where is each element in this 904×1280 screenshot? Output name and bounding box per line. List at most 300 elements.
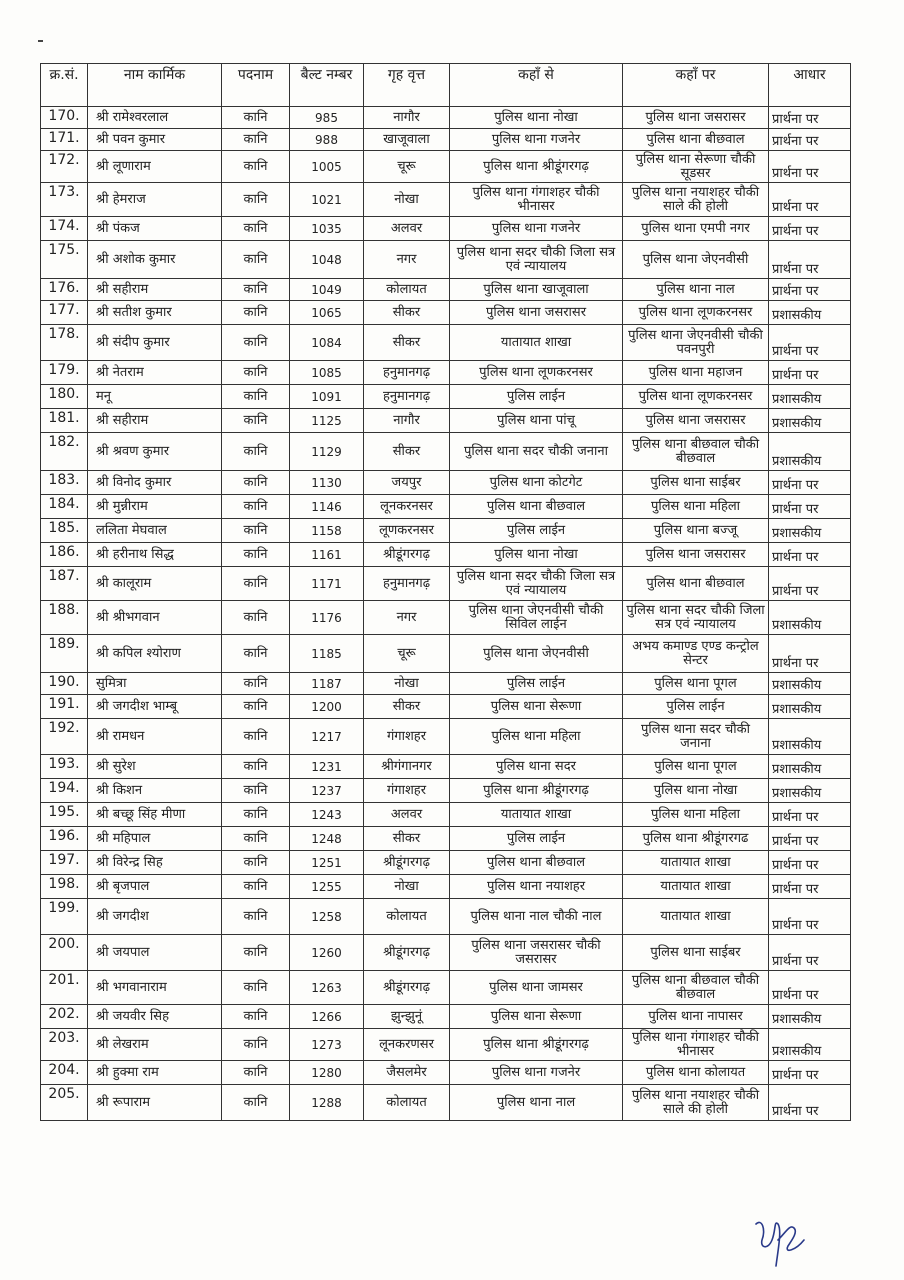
from-cell: पुलिस थाना श्रीडूंगरगढ़ xyxy=(450,151,623,183)
to-cell: पुलिस थाना जसरासर xyxy=(623,107,769,129)
basis-cell: प्रार्थना पर xyxy=(769,635,851,673)
home-circle-cell: श्रीडूंगरगढ़ xyxy=(364,935,450,971)
page-mark xyxy=(38,40,43,42)
from-cell: पुलिस थाना सदर चौकी जिला सत्र एवं न्यायालय xyxy=(450,567,623,601)
serial-cell: 180. xyxy=(41,385,88,409)
from-cell: पुलिस थाना सेरूणा xyxy=(450,695,623,719)
table-row xyxy=(41,601,851,635)
table-row xyxy=(41,1061,851,1085)
basis-cell: प्रार्थना पर xyxy=(769,971,851,1005)
to-cell: पुलिस थाना नयाशहर चौकी साले की होली xyxy=(623,1085,769,1121)
serial-cell: 186. xyxy=(41,543,88,567)
belt-number-cell: 1065 xyxy=(290,301,364,325)
name-cell: श्री श्रवण कुमार xyxy=(88,433,222,471)
table-row xyxy=(41,301,851,325)
serial-cell: 205. xyxy=(41,1085,88,1121)
table-row xyxy=(41,779,851,803)
from-cell: पुलिस थाना लूणकरनसर xyxy=(450,361,623,385)
belt-number-cell: 1237 xyxy=(290,779,364,803)
home-circle-cell: सीकर xyxy=(364,325,450,361)
to-cell: पुलिस थाना बीछवाल चौकी बीछवाल xyxy=(623,971,769,1005)
from-cell: पुलिस थाना जसरासर चौकी जसरासर xyxy=(450,935,623,971)
serial-cell: 190. xyxy=(41,673,88,695)
home-circle-cell: लूनकरणसर xyxy=(364,1029,450,1061)
belt-number-cell: 1258 xyxy=(290,899,364,935)
table-row xyxy=(41,433,851,471)
home-circle-cell: जैसलमेर xyxy=(364,1061,450,1085)
to-cell: पुलिस थाना महिला xyxy=(623,495,769,519)
to-cell: यातायात शाखा xyxy=(623,851,769,875)
from-cell: पुलिस थाना नोखा xyxy=(450,543,623,567)
basis-cell: प्रशासकीय xyxy=(769,519,851,543)
table-row xyxy=(41,241,851,279)
table-body xyxy=(41,107,851,1121)
serial-cell: 202. xyxy=(41,1005,88,1029)
serial-cell: 191. xyxy=(41,695,88,719)
name-cell: श्री लेखराम xyxy=(88,1029,222,1061)
serial-cell: 199. xyxy=(41,899,88,935)
basis-cell: प्रशासकीय xyxy=(769,673,851,695)
from-cell: पुलिस थाना सदर xyxy=(450,755,623,779)
name-cell: श्री रामेश्वरलाल xyxy=(88,107,222,129)
belt-number-cell: 988 xyxy=(290,129,364,151)
name-cell: मनू xyxy=(88,385,222,409)
basis-cell: प्रार्थना पर xyxy=(769,217,851,241)
table-row xyxy=(41,1005,851,1029)
from-cell: पुलिस थाना सदर चौकी जनाना xyxy=(450,433,623,471)
to-cell: पुलिस थाना बीछवाल चौकी बीछवाल xyxy=(623,433,769,471)
to-cell: पुलिस थाना जसरासर xyxy=(623,409,769,433)
to-cell: पुलिस थाना नोखा xyxy=(623,779,769,803)
serial-cell: 187. xyxy=(41,567,88,601)
name-cell: ललिता मेघवाल xyxy=(88,519,222,543)
designation-cell: कानि xyxy=(222,1029,290,1061)
header-belt-number: बैल्ट नम्बर xyxy=(290,64,364,107)
to-cell: यातायात शाखा xyxy=(623,875,769,899)
home-circle-cell: नागौर xyxy=(364,409,450,433)
basis-cell: प्रार्थना पर xyxy=(769,1061,851,1085)
to-cell: पुलिस थाना सदर चौकी जिला सत्र एवं न्यायालय xyxy=(623,601,769,635)
serial-cell: 170. xyxy=(41,107,88,129)
from-cell: पुलिस थाना नोखा xyxy=(450,107,623,129)
belt-number-cell: 1273 xyxy=(290,1029,364,1061)
table-row xyxy=(41,875,851,899)
designation-cell: कानि xyxy=(222,495,290,519)
serial-cell: 195. xyxy=(41,803,88,827)
belt-number-cell: 1200 xyxy=(290,695,364,719)
from-cell: पुलिस थाना नाल xyxy=(450,1085,623,1121)
serial-cell: 182. xyxy=(41,433,88,471)
basis-cell: प्रशासकीय xyxy=(769,409,851,433)
from-cell: पुलिस थाना श्रीडूंगरगढ़ xyxy=(450,1029,623,1061)
basis-cell: प्रार्थना पर xyxy=(769,935,851,971)
header-name: नाम कार्मिक xyxy=(88,64,222,107)
to-cell: पुलिस थाना कोलायत xyxy=(623,1061,769,1085)
designation-cell: कानि xyxy=(222,301,290,325)
table-row xyxy=(41,719,851,755)
basis-cell: प्रार्थना पर xyxy=(769,1085,851,1121)
to-cell: पुलिस थाना श्रीडूंगरगढ xyxy=(623,827,769,851)
table-row xyxy=(41,1029,851,1061)
designation-cell: कानि xyxy=(222,601,290,635)
to-cell: पुलिस थाना एमपी नगर xyxy=(623,217,769,241)
home-circle-cell: गंगाशहर xyxy=(364,779,450,803)
belt-number-cell: 1049 xyxy=(290,279,364,301)
designation-cell: कानि xyxy=(222,719,290,755)
serial-cell: 194. xyxy=(41,779,88,803)
basis-cell: प्रशासकीय xyxy=(769,433,851,471)
designation-cell: कानि xyxy=(222,519,290,543)
basis-cell: प्रशासकीय xyxy=(769,301,851,325)
designation-cell: कानि xyxy=(222,1061,290,1085)
table-row xyxy=(41,971,851,1005)
basis-cell: प्रार्थना पर xyxy=(769,183,851,217)
designation-cell: कानि xyxy=(222,385,290,409)
home-circle-cell: चूरू xyxy=(364,635,450,673)
belt-number-cell: 1176 xyxy=(290,601,364,635)
belt-number-cell: 1021 xyxy=(290,183,364,217)
belt-number-cell: 1161 xyxy=(290,543,364,567)
name-cell: श्री कालूराम xyxy=(88,567,222,601)
name-cell: श्री जयपाल xyxy=(88,935,222,971)
designation-cell: कानि xyxy=(222,543,290,567)
basis-cell: प्रार्थना पर xyxy=(769,471,851,495)
serial-cell: 197. xyxy=(41,851,88,875)
table-row xyxy=(41,409,851,433)
belt-number-cell: 1085 xyxy=(290,361,364,385)
transfer-table xyxy=(40,63,851,1121)
from-cell: पुलिस थाना सदर चौकी जिला सत्र एवं न्यायालय xyxy=(450,241,623,279)
home-circle-cell: अलवर xyxy=(364,217,450,241)
basis-cell: प्रशासकीय xyxy=(769,385,851,409)
from-cell: पुलिस थाना जेएनवीसी चौकी सिविल लाईन xyxy=(450,601,623,635)
serial-cell: 174. xyxy=(41,217,88,241)
from-cell: पुलिस लाईन xyxy=(450,385,623,409)
home-circle-cell: कोलायत xyxy=(364,899,450,935)
belt-number-cell: 985 xyxy=(290,107,364,129)
serial-cell: 204. xyxy=(41,1061,88,1085)
table-row xyxy=(41,183,851,217)
table-row xyxy=(41,803,851,827)
basis-cell: प्रार्थना पर xyxy=(769,279,851,301)
name-cell: श्री पंकज xyxy=(88,217,222,241)
name-cell: श्री नेतराम xyxy=(88,361,222,385)
belt-number-cell: 1185 xyxy=(290,635,364,673)
name-cell: श्री सतीश कुमार xyxy=(88,301,222,325)
designation-cell: कानि xyxy=(222,471,290,495)
belt-number-cell: 1084 xyxy=(290,325,364,361)
name-cell: श्री संदीप कुमार xyxy=(88,325,222,361)
name-cell: श्री बच्छू सिंह मीणा xyxy=(88,803,222,827)
home-circle-cell: लूनकरनसर xyxy=(364,495,450,519)
designation-cell: कानि xyxy=(222,183,290,217)
serial-cell: 183. xyxy=(41,471,88,495)
designation-cell: कानि xyxy=(222,827,290,851)
table-row xyxy=(41,107,851,129)
basis-cell: प्रशासकीय xyxy=(769,1005,851,1029)
belt-number-cell: 1146 xyxy=(290,495,364,519)
serial-cell: 175. xyxy=(41,241,88,279)
name-cell: श्री हरीनाथ सिद्ध xyxy=(88,543,222,567)
header-from: कहाँ से xyxy=(450,64,623,107)
serial-cell: 181. xyxy=(41,409,88,433)
basis-cell: प्रशासकीय xyxy=(769,601,851,635)
header-to: कहाँ पर xyxy=(623,64,769,107)
designation-cell: कानि xyxy=(222,635,290,673)
from-cell: पुलिस थाना बीछवाल xyxy=(450,851,623,875)
home-circle-cell: खाजूवाला xyxy=(364,129,450,151)
name-cell: श्री जगदीश xyxy=(88,899,222,935)
basis-cell: प्रशासकीय xyxy=(769,755,851,779)
to-cell: पुलिस थाना पूगल xyxy=(623,755,769,779)
belt-number-cell: 1130 xyxy=(290,471,364,495)
designation-cell: कानि xyxy=(222,755,290,779)
to-cell: पुलिस थाना नाल xyxy=(623,279,769,301)
name-cell: श्री रामधन xyxy=(88,719,222,755)
to-cell: पुलिस थाना गंगाशहर चौकी भीनासर xyxy=(623,1029,769,1061)
basis-cell: प्रशासकीय xyxy=(769,1029,851,1061)
basis-cell: प्रार्थना पर xyxy=(769,129,851,151)
belt-number-cell: 1129 xyxy=(290,433,364,471)
designation-cell: कानि xyxy=(222,241,290,279)
to-cell: यातायात शाखा xyxy=(623,899,769,935)
designation-cell: कानि xyxy=(222,851,290,875)
belt-number-cell: 1091 xyxy=(290,385,364,409)
home-circle-cell: हनुमानगढ़ xyxy=(364,385,450,409)
from-cell: पुलिस थाना गजनेर xyxy=(450,129,623,151)
serial-cell: 172. xyxy=(41,151,88,183)
designation-cell: कानि xyxy=(222,899,290,935)
from-cell: यातायात शाखा xyxy=(450,325,623,361)
header-basis: आधार xyxy=(769,64,851,107)
serial-cell: 184. xyxy=(41,495,88,519)
home-circle-cell: श्रीडूंगरगढ़ xyxy=(364,543,450,567)
designation-cell: कानि xyxy=(222,217,290,241)
table-row xyxy=(41,695,851,719)
table-row xyxy=(41,935,851,971)
name-cell: श्री कपिल श्योराण xyxy=(88,635,222,673)
belt-number-cell: 1048 xyxy=(290,241,364,279)
table-row xyxy=(41,635,851,673)
table-row xyxy=(41,361,851,385)
to-cell: पुलिस थाना बीछवाल xyxy=(623,129,769,151)
basis-cell: प्रार्थना पर xyxy=(769,899,851,935)
table-row xyxy=(41,151,851,183)
belt-number-cell: 1158 xyxy=(290,519,364,543)
home-circle-cell: सीकर xyxy=(364,301,450,325)
to-cell: पुलिस थाना पूगल xyxy=(623,673,769,695)
to-cell: अभय कमाण्ड एण्ड कन्ट्रोल सेन्टर xyxy=(623,635,769,673)
from-cell: पुलिस थाना श्रीडूंगरगढ़ xyxy=(450,779,623,803)
serial-cell: 196. xyxy=(41,827,88,851)
home-circle-cell: सीकर xyxy=(364,695,450,719)
basis-cell: प्रार्थना पर xyxy=(769,495,851,519)
designation-cell: कानि xyxy=(222,361,290,385)
table-row xyxy=(41,755,851,779)
basis-cell: प्रशासकीय xyxy=(769,695,851,719)
basis-cell: प्रार्थना पर xyxy=(769,567,851,601)
table-row xyxy=(41,471,851,495)
home-circle-cell: सीकर xyxy=(364,827,450,851)
basis-cell: प्रशासकीय xyxy=(769,719,851,755)
belt-number-cell: 1231 xyxy=(290,755,364,779)
header-home-circle: गृह वृत्त xyxy=(364,64,450,107)
serial-cell: 188. xyxy=(41,601,88,635)
name-cell: सुमित्रा xyxy=(88,673,222,695)
belt-number-cell: 1035 xyxy=(290,217,364,241)
home-circle-cell: हनुमानगढ़ xyxy=(364,567,450,601)
serial-cell: 185. xyxy=(41,519,88,543)
from-cell: पुलिस थाना गजनेर xyxy=(450,217,623,241)
header-serial: क्र.सं. xyxy=(41,64,88,107)
designation-cell: कानि xyxy=(222,935,290,971)
from-cell: पुलिस थाना महिला xyxy=(450,719,623,755)
serial-cell: 173. xyxy=(41,183,88,217)
name-cell: श्री जयवीर सिह xyxy=(88,1005,222,1029)
basis-cell: प्रशासकीय xyxy=(769,779,851,803)
serial-cell: 189. xyxy=(41,635,88,673)
table-row xyxy=(41,129,851,151)
table-row xyxy=(41,325,851,361)
to-cell: पुलिस थाना लूणकरनसर xyxy=(623,301,769,325)
serial-cell: 176. xyxy=(41,279,88,301)
designation-cell: कानि xyxy=(222,567,290,601)
from-cell: पुलिस थाना बीछवाल xyxy=(450,495,623,519)
from-cell: पुलिस थाना खाजूवाला xyxy=(450,279,623,301)
signature xyxy=(748,1210,808,1270)
home-circle-cell: झुन्झुनूं xyxy=(364,1005,450,1029)
designation-cell: कानि xyxy=(222,151,290,183)
home-circle-cell: श्रीडूंगरगढ़ xyxy=(364,851,450,875)
table-row xyxy=(41,385,851,409)
from-cell: यातायात शाखा xyxy=(450,803,623,827)
from-cell: पुलिस थाना नाल चौकी नाल xyxy=(450,899,623,935)
name-cell: श्री विरेन्द्र सिह xyxy=(88,851,222,875)
home-circle-cell: श्रीडूंगरगढ़ xyxy=(364,971,450,1005)
designation-cell: कानि xyxy=(222,1005,290,1029)
designation-cell: कानि xyxy=(222,279,290,301)
from-cell: पुलिस थाना पांचू xyxy=(450,409,623,433)
to-cell: पुलिस लाईन xyxy=(623,695,769,719)
name-cell: श्री हुक्मा राम xyxy=(88,1061,222,1085)
home-circle-cell: चूरू xyxy=(364,151,450,183)
designation-cell: कानि xyxy=(222,409,290,433)
designation-cell: कानि xyxy=(222,875,290,899)
name-cell: श्री सहीराम xyxy=(88,279,222,301)
name-cell: श्री लूणाराम xyxy=(88,151,222,183)
basis-cell: प्रार्थना पर xyxy=(769,803,851,827)
serial-cell: 200. xyxy=(41,935,88,971)
from-cell: पुलिस थाना जामसर xyxy=(450,971,623,1005)
belt-number-cell: 1171 xyxy=(290,567,364,601)
table-row xyxy=(41,1085,851,1121)
serial-cell: 177. xyxy=(41,301,88,325)
home-circle-cell: गंगाशहर xyxy=(364,719,450,755)
belt-number-cell: 1251 xyxy=(290,851,364,875)
from-cell: पुलिस लाईन xyxy=(450,519,623,543)
serial-cell: 198. xyxy=(41,875,88,899)
home-circle-cell: सीकर xyxy=(364,433,450,471)
belt-number-cell: 1260 xyxy=(290,935,364,971)
from-cell: पुलिस थाना नयाशहर xyxy=(450,875,623,899)
designation-cell: कानि xyxy=(222,779,290,803)
basis-cell: प्रार्थना पर xyxy=(769,875,851,899)
designation-cell: कानि xyxy=(222,1085,290,1121)
name-cell: श्री श्रीभगवान xyxy=(88,601,222,635)
to-cell: पुलिस थाना साईबर xyxy=(623,935,769,971)
basis-cell: प्रार्थना पर xyxy=(769,851,851,875)
name-cell: श्री अशोक कुमार xyxy=(88,241,222,279)
belt-number-cell: 1255 xyxy=(290,875,364,899)
basis-cell: प्रार्थना पर xyxy=(769,107,851,129)
belt-number-cell: 1243 xyxy=(290,803,364,827)
name-cell: श्री जगदीश भाम्बू xyxy=(88,695,222,719)
belt-number-cell: 1005 xyxy=(290,151,364,183)
table-row xyxy=(41,899,851,935)
to-cell: पुलिस थाना महाजन xyxy=(623,361,769,385)
from-cell: पुलिस थाना सेरूणा xyxy=(450,1005,623,1029)
home-circle-cell: हनुमानगढ़ xyxy=(364,361,450,385)
name-cell: श्री सुरेश xyxy=(88,755,222,779)
to-cell: पुलिस थाना बज्जू xyxy=(623,519,769,543)
designation-cell: कानि xyxy=(222,971,290,1005)
belt-number-cell: 1263 xyxy=(290,971,364,1005)
home-circle-cell: नागौर xyxy=(364,107,450,129)
designation-cell: कानि xyxy=(222,673,290,695)
belt-number-cell: 1125 xyxy=(290,409,364,433)
from-cell: पुलिस लाईन xyxy=(450,673,623,695)
name-cell: श्री मुन्नीराम xyxy=(88,495,222,519)
serial-cell: 179. xyxy=(41,361,88,385)
name-cell: श्री विनोद कुमार xyxy=(88,471,222,495)
to-cell: पुलिस थाना बीछवाल xyxy=(623,567,769,601)
belt-number-cell: 1187 xyxy=(290,673,364,695)
name-cell: श्री पवन कुमार xyxy=(88,129,222,151)
name-cell: श्री रूपाराम xyxy=(88,1085,222,1121)
belt-number-cell: 1288 xyxy=(290,1085,364,1121)
table-row xyxy=(41,543,851,567)
from-cell: पुलिस थाना गजनेर xyxy=(450,1061,623,1085)
designation-cell: कानि xyxy=(222,325,290,361)
belt-number-cell: 1280 xyxy=(290,1061,364,1085)
table-row xyxy=(41,519,851,543)
designation-cell: कानि xyxy=(222,695,290,719)
to-cell: पुलिस थाना साईबर xyxy=(623,471,769,495)
home-circle-cell: नोखा xyxy=(364,673,450,695)
table-row xyxy=(41,827,851,851)
from-cell: पुलिस थाना जेएनवीसी xyxy=(450,635,623,673)
table-row xyxy=(41,217,851,241)
home-circle-cell: अलवर xyxy=(364,803,450,827)
table-row xyxy=(41,495,851,519)
belt-number-cell: 1266 xyxy=(290,1005,364,1029)
home-circle-cell: नगर xyxy=(364,241,450,279)
from-cell: पुलिस लाईन xyxy=(450,827,623,851)
belt-number-cell: 1248 xyxy=(290,827,364,851)
serial-cell: 171. xyxy=(41,129,88,151)
home-circle-cell: लूणकरनसर xyxy=(364,519,450,543)
home-circle-cell: नोखा xyxy=(364,183,450,217)
serial-cell: 203. xyxy=(41,1029,88,1061)
name-cell: श्री बृजपाल xyxy=(88,875,222,899)
from-cell: पुलिस थाना गंगाशहर चौकी भीनासर xyxy=(450,183,623,217)
table-header-row xyxy=(41,64,851,107)
designation-cell: कानि xyxy=(222,129,290,151)
table-row xyxy=(41,567,851,601)
to-cell: पुलिस थाना नयाशहर चौकी साले की होली xyxy=(623,183,769,217)
serial-cell: 178. xyxy=(41,325,88,361)
to-cell: पुलिस थाना महिला xyxy=(623,803,769,827)
